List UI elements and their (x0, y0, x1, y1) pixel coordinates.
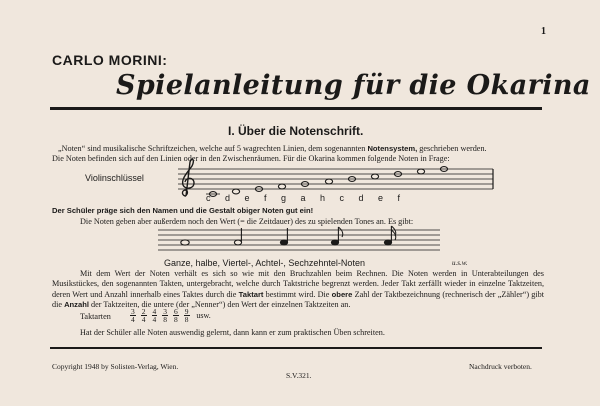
time-signatures (130, 308, 211, 323)
time-signature: $\frac{3}{4}$ (131, 307, 135, 324)
catalog-code: S.V.321. (286, 371, 312, 380)
staff-1-notes (206, 167, 448, 197)
author-name: CARLO MORINI: (52, 52, 168, 68)
page-number: 1 (541, 26, 546, 37)
intro-text: „Noten“ sind musikalische Schriftzeichen, welche auf 5 wagrechten Linien, dem sogenannten (58, 144, 366, 153)
whole-note (181, 240, 189, 245)
time-signature: $\frac{3}{8}$ (163, 307, 167, 324)
note-c2 (371, 174, 378, 179)
duration-notes (181, 226, 396, 245)
time-signature-usw: usw. (196, 311, 211, 320)
duration-labels: Ganze, halbe, Viertel-, Achtel-, Sechzehntel-Noten (164, 258, 365, 268)
treble-clef-icon (182, 159, 194, 196)
half-note (234, 240, 241, 245)
note-names: c d e f g a h c d e f (206, 193, 401, 203)
note-f (278, 184, 285, 189)
note-a (325, 179, 332, 184)
eighth-note (331, 240, 338, 245)
values-paragraph: Die Noten geben aber außerdem noch den Wert (= die Zeitdauer) des zu spielenden Tones an. Es gibt: (80, 217, 414, 226)
footer-rule (50, 347, 542, 349)
time-signature: $\frac{4}{4}$ (152, 307, 157, 324)
measure-paragraph: Mit dem Wert der Noten verhält es sich so wie mit den Bruchzahlen beim Rechnen. Die Noten werden in Unterabteilungen des Musikstückes, den sogenannten Takten, untergebracht, welche durch Taktstriche begrenzt werden. Jeder Takt zerfällt wieder in einzelne Taktzeiten, deren Wert und Anzahl innerhalb eines Taktes durch die Taktart bestimmt wird. Die obere Zahl der Taktbezeichnung (rechnerisch der „Zähler“) gibt die Anzahl der Taktzeiten, die untere (der „Nenner“) den Wert der einzelnen Taktzeiten an. (52, 269, 545, 310)
intro-text-end: geschrieben werden. (419, 144, 487, 153)
staff-label: Violinschlüssel (85, 173, 144, 183)
copyright-notice: Copyright 1948 by Solisten-Verlag, Wien. (52, 362, 179, 371)
time-signature: $\frac{9}{8}$ (184, 307, 189, 324)
page-title: Spielanleitung für die Okarina (116, 70, 591, 101)
closing-paragraph: Hat der Schüler alle Noten auswendig gelernt, dann kann er zum praktischen Üben schreiten. (80, 328, 385, 337)
staff-1 (178, 169, 493, 189)
usw-label: u.s.w. (452, 259, 468, 267)
quarter-note (280, 240, 287, 245)
time-signature-label: Taktarten (80, 312, 111, 321)
reprint-notice: Nachdruck verboten. (469, 362, 532, 371)
note-e2 (417, 169, 424, 174)
section-title: I. Über die Notenschrift. (228, 124, 364, 138)
intro-bold-term: Notensystem, (367, 144, 418, 153)
bold-instruction: Der Schüler präge sich den Namen und die Gestalt obiger Noten gut ein! (52, 206, 314, 215)
intro-paragraph-line2: Die Noten befinden sich auf den Linien oder in den Zwischenräumen. Für die Okarina kommen folgende Noten in Frage: (52, 154, 450, 163)
staff-2 (158, 230, 440, 250)
time-signature: $\frac{2}{4}$ (141, 307, 146, 324)
time-signature: $\frac{6}{8}$ (174, 307, 178, 324)
sixteenth-note (384, 240, 391, 245)
